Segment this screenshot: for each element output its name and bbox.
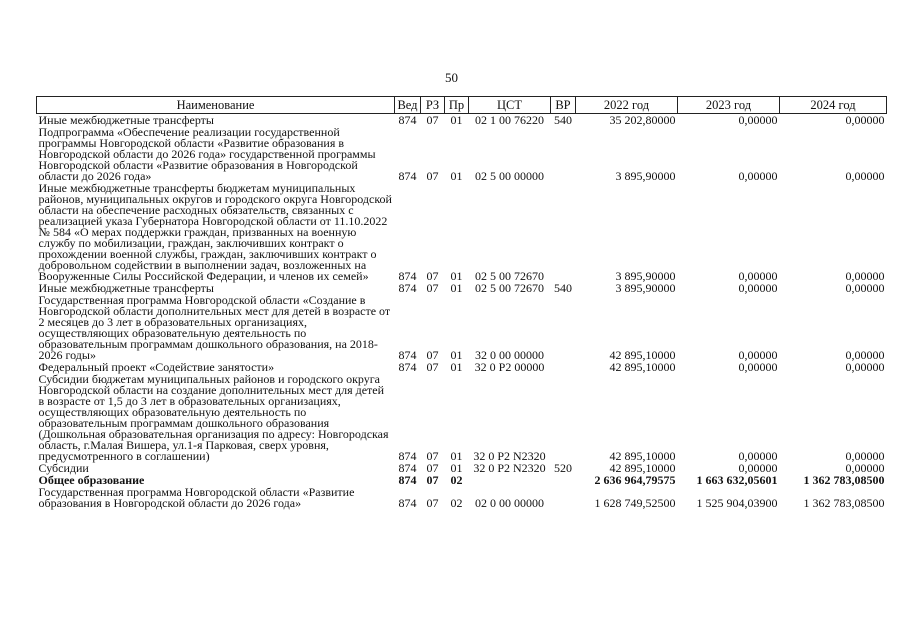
row-value-2024: 0,00000 xyxy=(845,281,885,295)
row-value-2023: 1 663 632,05601 xyxy=(696,473,778,487)
header-vr: ВР xyxy=(551,97,576,114)
row-rz: 07 xyxy=(426,113,439,127)
row-value-2024: 0,00000 xyxy=(845,461,885,475)
row-vr: 520 xyxy=(554,461,572,475)
row-cst xyxy=(469,474,551,486)
row-pr: 01 xyxy=(450,348,463,362)
row-vr xyxy=(551,474,576,486)
row-rz: 07 xyxy=(426,473,439,487)
row-value-2023: 0,00000 xyxy=(738,113,778,127)
row-name: Иные межбюджетные трансферты бюджетам муниципальных районов, муниципальных округов и городского округа Новгородской области на обеспечение расходных обязательств, связанных с реализацией указа Губернатора Новгородской области от 11.10.2022 № 584 «О мерах поддержки граждан, призванных на военную службу по мобилизации, граждан, заключивших контракт о прохождении военной службы, граждан, заключивших контракт о добровольном содействии в выполнении задач, возложенных на Вооруженные Силы Российской Федерации, и членов их семей» xyxy=(38,181,392,283)
row-value-2024: 1 362 783,08500 xyxy=(803,473,885,487)
row-vr xyxy=(551,373,576,462)
header-cst: ЦСТ xyxy=(469,97,551,114)
row-value-2022: 3 895,90000 xyxy=(615,269,676,283)
header-name: Наименование xyxy=(37,97,395,114)
header-2024: 2024 год xyxy=(780,97,887,114)
row-value-2024: 0,00000 xyxy=(845,269,885,283)
header-ved: Вед xyxy=(395,97,421,114)
row-value-2022: 42 895,10000 xyxy=(609,360,676,374)
row-pr: 01 xyxy=(450,269,463,283)
row-pr: 01 xyxy=(450,169,463,183)
row-rz: 07 xyxy=(426,496,439,510)
row-value-2023: 0,00000 xyxy=(738,461,778,475)
row-value-2024: 0,00000 xyxy=(845,360,885,374)
row-vr xyxy=(551,361,576,373)
row-pr: 01 xyxy=(450,461,463,475)
row-rz: 07 xyxy=(426,169,439,183)
page-number: 50 xyxy=(445,70,458,85)
row-value-2022: 2 636 964,79575 xyxy=(594,473,676,487)
row-cst: 02 5 00 72670 xyxy=(475,269,544,283)
row-rz: 07 xyxy=(426,461,439,475)
row-name: Субсидии бюджетам муниципальных районов и городского округа Новгородской области на создание дополнительных мест для детей в возрасте от 1,5 до 3 лет в образовательных организациях, осуществляющих образовательную деятельность по образовательным программам дошкольного образования (Дошкольная образовательная организация по адресу: Новгородская область, г.Малая Вишера, ул.1-я Парковая, сверх уровня, предусмотренного в соглашении) xyxy=(38,372,389,463)
row-name: Государственная программа Новгородской области «Создание в Новгородской области дополнительных мест для детей в возрасте от 2 месяцев до 3 лет в образовательных организациях, осуществляющих образовательную деятельность по образовательным программам дошкольного образования, на 2018-2026 годы» xyxy=(38,293,391,362)
row-cst: 02 5 00 00000 xyxy=(475,169,544,183)
row-vr xyxy=(551,126,576,182)
row-pr: 01 xyxy=(450,281,463,295)
row-value-2023: 0,00000 xyxy=(738,281,778,295)
row-value-2024: 0,00000 xyxy=(845,113,885,127)
table-row xyxy=(37,486,887,509)
row-cst: 02 1 00 76220 xyxy=(475,113,544,127)
row-vr: 540 xyxy=(554,281,572,295)
row-value-2022: 42 895,10000 xyxy=(609,449,676,463)
row-cst: 32 0 00 00000 xyxy=(475,348,544,362)
row-ved: 874 xyxy=(398,348,417,362)
row-value-2022: 42 895,10000 xyxy=(609,461,676,475)
budget-table xyxy=(36,96,887,509)
row-ved: 874 xyxy=(398,269,417,283)
row-rz: 07 xyxy=(426,348,439,362)
row-ved: 874 xyxy=(398,169,417,183)
row-cst: 32 0 P2 N2320 xyxy=(473,461,546,475)
row-pr: 01 xyxy=(450,449,463,463)
header-2022: 2022 год xyxy=(576,97,678,114)
row-value-2022: 42 895,10000 xyxy=(609,348,676,362)
row-rz: 07 xyxy=(426,360,439,374)
row-vr: 540 xyxy=(554,113,572,127)
row-value-2023: 0,00000 xyxy=(738,449,778,463)
table-row xyxy=(37,373,887,462)
row-name: Федеральный проект «Содействие занятости» xyxy=(38,360,275,374)
row-cst: 32 0 P2 N2320 xyxy=(473,449,546,463)
row-value-2023: 0,00000 xyxy=(738,269,778,283)
header-pr: Пр xyxy=(445,97,469,114)
row-value-2023: 0,00000 xyxy=(738,348,778,362)
row-ved: 874 xyxy=(398,461,417,475)
table-row xyxy=(37,126,887,182)
row-value-2023: 1 525 904,03900 xyxy=(696,496,778,510)
row-value-2022: 35 202,80000 xyxy=(609,113,676,127)
row-vr xyxy=(551,294,576,361)
row-name: Иные межбюджетные трансферты xyxy=(38,113,214,127)
row-cst: 02 0 00 00000 xyxy=(475,496,544,510)
row-value-2024: 1 362 783,08500 xyxy=(803,496,885,510)
row-value-2024: 0,00000 xyxy=(845,449,885,463)
table-header-row xyxy=(37,97,887,114)
row-name: Подпрограмма «Обеспечение реализации государственной программы Новгородской области «Развитие образования в Новгородской области до 2026 года» государственной программы Новгородской области «Развитие образования в Новгородской области до 2026 года» xyxy=(38,125,376,183)
row-name: Субсидии xyxy=(38,461,89,475)
row-value-2022: 3 895,90000 xyxy=(615,169,676,183)
table-row xyxy=(37,294,887,361)
row-ved: 874 xyxy=(398,113,417,127)
row-rz: 07 xyxy=(426,281,439,295)
row-value-2023: 0,00000 xyxy=(738,360,778,374)
row-value-2023: 0,00000 xyxy=(738,169,778,183)
row-rz: 07 xyxy=(426,269,439,283)
row-value-2022: 1 628 749,52500 xyxy=(594,496,676,510)
row-vr xyxy=(551,182,576,282)
row-name: Общее образование xyxy=(38,473,145,487)
header-rz: РЗ xyxy=(421,97,445,114)
row-cst: 02 5 00 72670 xyxy=(475,281,544,295)
row-vr xyxy=(551,486,576,509)
row-pr: 01 xyxy=(450,360,463,374)
row-cst: 32 0 P2 00000 xyxy=(474,360,545,374)
row-value-2024: 0,00000 xyxy=(845,169,885,183)
row-ved: 874 xyxy=(398,281,417,295)
row-ved: 874 xyxy=(398,449,417,463)
row-value-2022: 3 895,90000 xyxy=(615,281,676,295)
row-name: Иные межбюджетные трансферты xyxy=(38,281,214,295)
row-ved: 874 xyxy=(398,360,417,374)
row-pr: 02 xyxy=(450,473,463,487)
row-pr: 02 xyxy=(450,496,463,510)
row-pr: 01 xyxy=(450,113,463,127)
row-value-2024: 0,00000 xyxy=(845,348,885,362)
table-row xyxy=(37,182,887,282)
row-rz: 07 xyxy=(426,449,439,463)
row-ved: 874 xyxy=(398,496,417,510)
row-ved: 874 xyxy=(398,473,417,487)
row-name: Государственная программа Новгородской области «Развитие образования в Новгородской области до 2026 года» xyxy=(38,485,355,510)
header-2023: 2023 год xyxy=(678,97,780,114)
